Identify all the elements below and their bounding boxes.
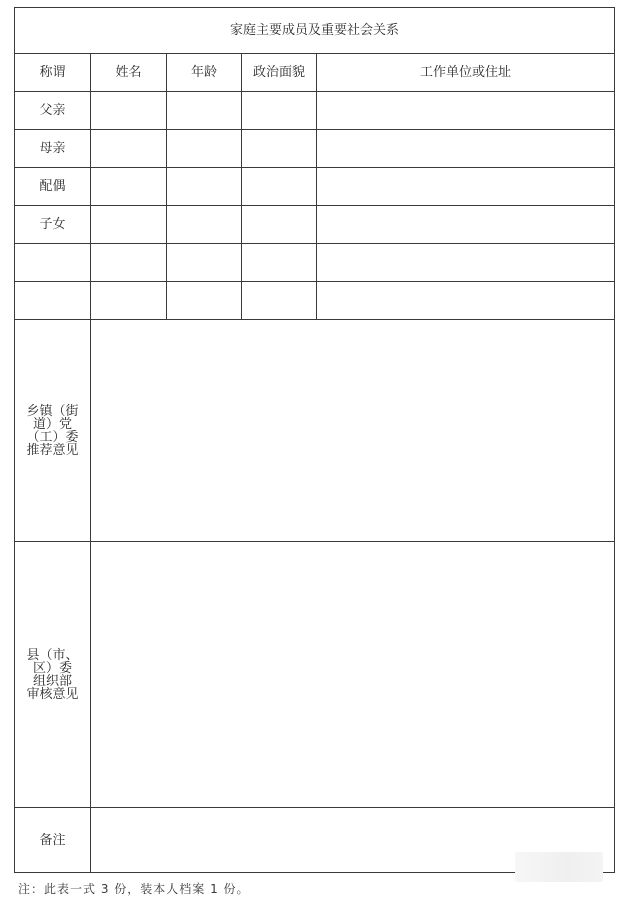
header-political-status: 政治面貌 — [242, 54, 317, 92]
member-name-field[interactable] — [91, 130, 167, 168]
member-name-field[interactable] — [91, 282, 167, 320]
member-relation: 父亲 — [15, 92, 91, 130]
member-workplace-field[interactable] — [317, 130, 615, 168]
family-relations-table — [14, 7, 615, 873]
remarks-label: 备注 — [15, 808, 91, 873]
table-header-row — [15, 54, 615, 92]
member-workplace-field[interactable] — [317, 282, 615, 320]
member-political-field[interactable] — [242, 130, 317, 168]
member-political-field[interactable] — [242, 282, 317, 320]
member-relation: 子女 — [15, 206, 91, 244]
member-age-field[interactable] — [167, 282, 242, 320]
member-name-field[interactable] — [91, 92, 167, 130]
county-opinion-label-line: 区）委 — [32, 660, 72, 676]
member-relation-field[interactable] — [15, 282, 91, 320]
registration-form-sheet — [14, 7, 614, 877]
member-workplace-field[interactable] — [317, 206, 615, 244]
member-workplace-field[interactable] — [317, 92, 615, 130]
member-political-field[interactable] — [242, 168, 317, 206]
header-age: 年龄 — [167, 54, 242, 92]
table-row — [15, 168, 615, 206]
member-age-field[interactable] — [167, 130, 242, 168]
table-row — [15, 244, 615, 282]
township-opinion-row — [15, 320, 615, 542]
header-relation: 称谓 — [15, 54, 91, 92]
township-opinion-label-line: 道）党 — [32, 416, 72, 432]
township-opinion-label-line: （工）委 — [26, 429, 79, 445]
table-row — [15, 130, 615, 168]
member-political-field[interactable] — [242, 92, 317, 130]
member-relation: 配偶 — [15, 168, 91, 206]
member-workplace-field[interactable] — [317, 168, 615, 206]
county-opinion-row — [15, 542, 615, 808]
member-age-field[interactable] — [167, 244, 242, 282]
table-row — [15, 92, 615, 130]
table-row — [15, 206, 615, 244]
scan-smudge — [515, 852, 603, 882]
member-name-field[interactable] — [91, 168, 167, 206]
table-title: 家庭主要成员及重要社会关系 — [15, 8, 615, 54]
county-opinion-label — [15, 542, 91, 808]
county-opinion-label-line: 审核意见 — [26, 686, 79, 702]
member-age-field[interactable] — [167, 206, 242, 244]
township-opinion-label-line: 推荐意见 — [26, 442, 79, 458]
county-opinion-label-line: 县（市、 — [26, 647, 79, 663]
member-age-field[interactable] — [167, 168, 242, 206]
member-age-field[interactable] — [167, 92, 242, 130]
table-row — [15, 282, 615, 320]
township-opinion-label — [15, 320, 91, 542]
member-relation: 母亲 — [15, 130, 91, 168]
header-name: 姓名 — [91, 54, 167, 92]
county-opinion-field[interactable] — [91, 542, 615, 808]
member-name-field[interactable] — [91, 244, 167, 282]
member-name-field[interactable] — [91, 206, 167, 244]
member-relation-field[interactable] — [15, 244, 91, 282]
member-workplace-field[interactable] — [317, 244, 615, 282]
county-opinion-label-line: 组织部 — [32, 673, 72, 689]
township-opinion-field[interactable] — [91, 320, 615, 542]
table-title-row — [15, 8, 615, 54]
member-political-field[interactable] — [242, 206, 317, 244]
member-political-field[interactable] — [242, 244, 317, 282]
footer-note: 注：此表一式 3 份，装本人档案 1 份。 — [18, 882, 250, 896]
township-opinion-label-line: 乡镇（街 — [26, 403, 79, 419]
header-workplace-or-address: 工作单位或住址 — [317, 54, 615, 92]
